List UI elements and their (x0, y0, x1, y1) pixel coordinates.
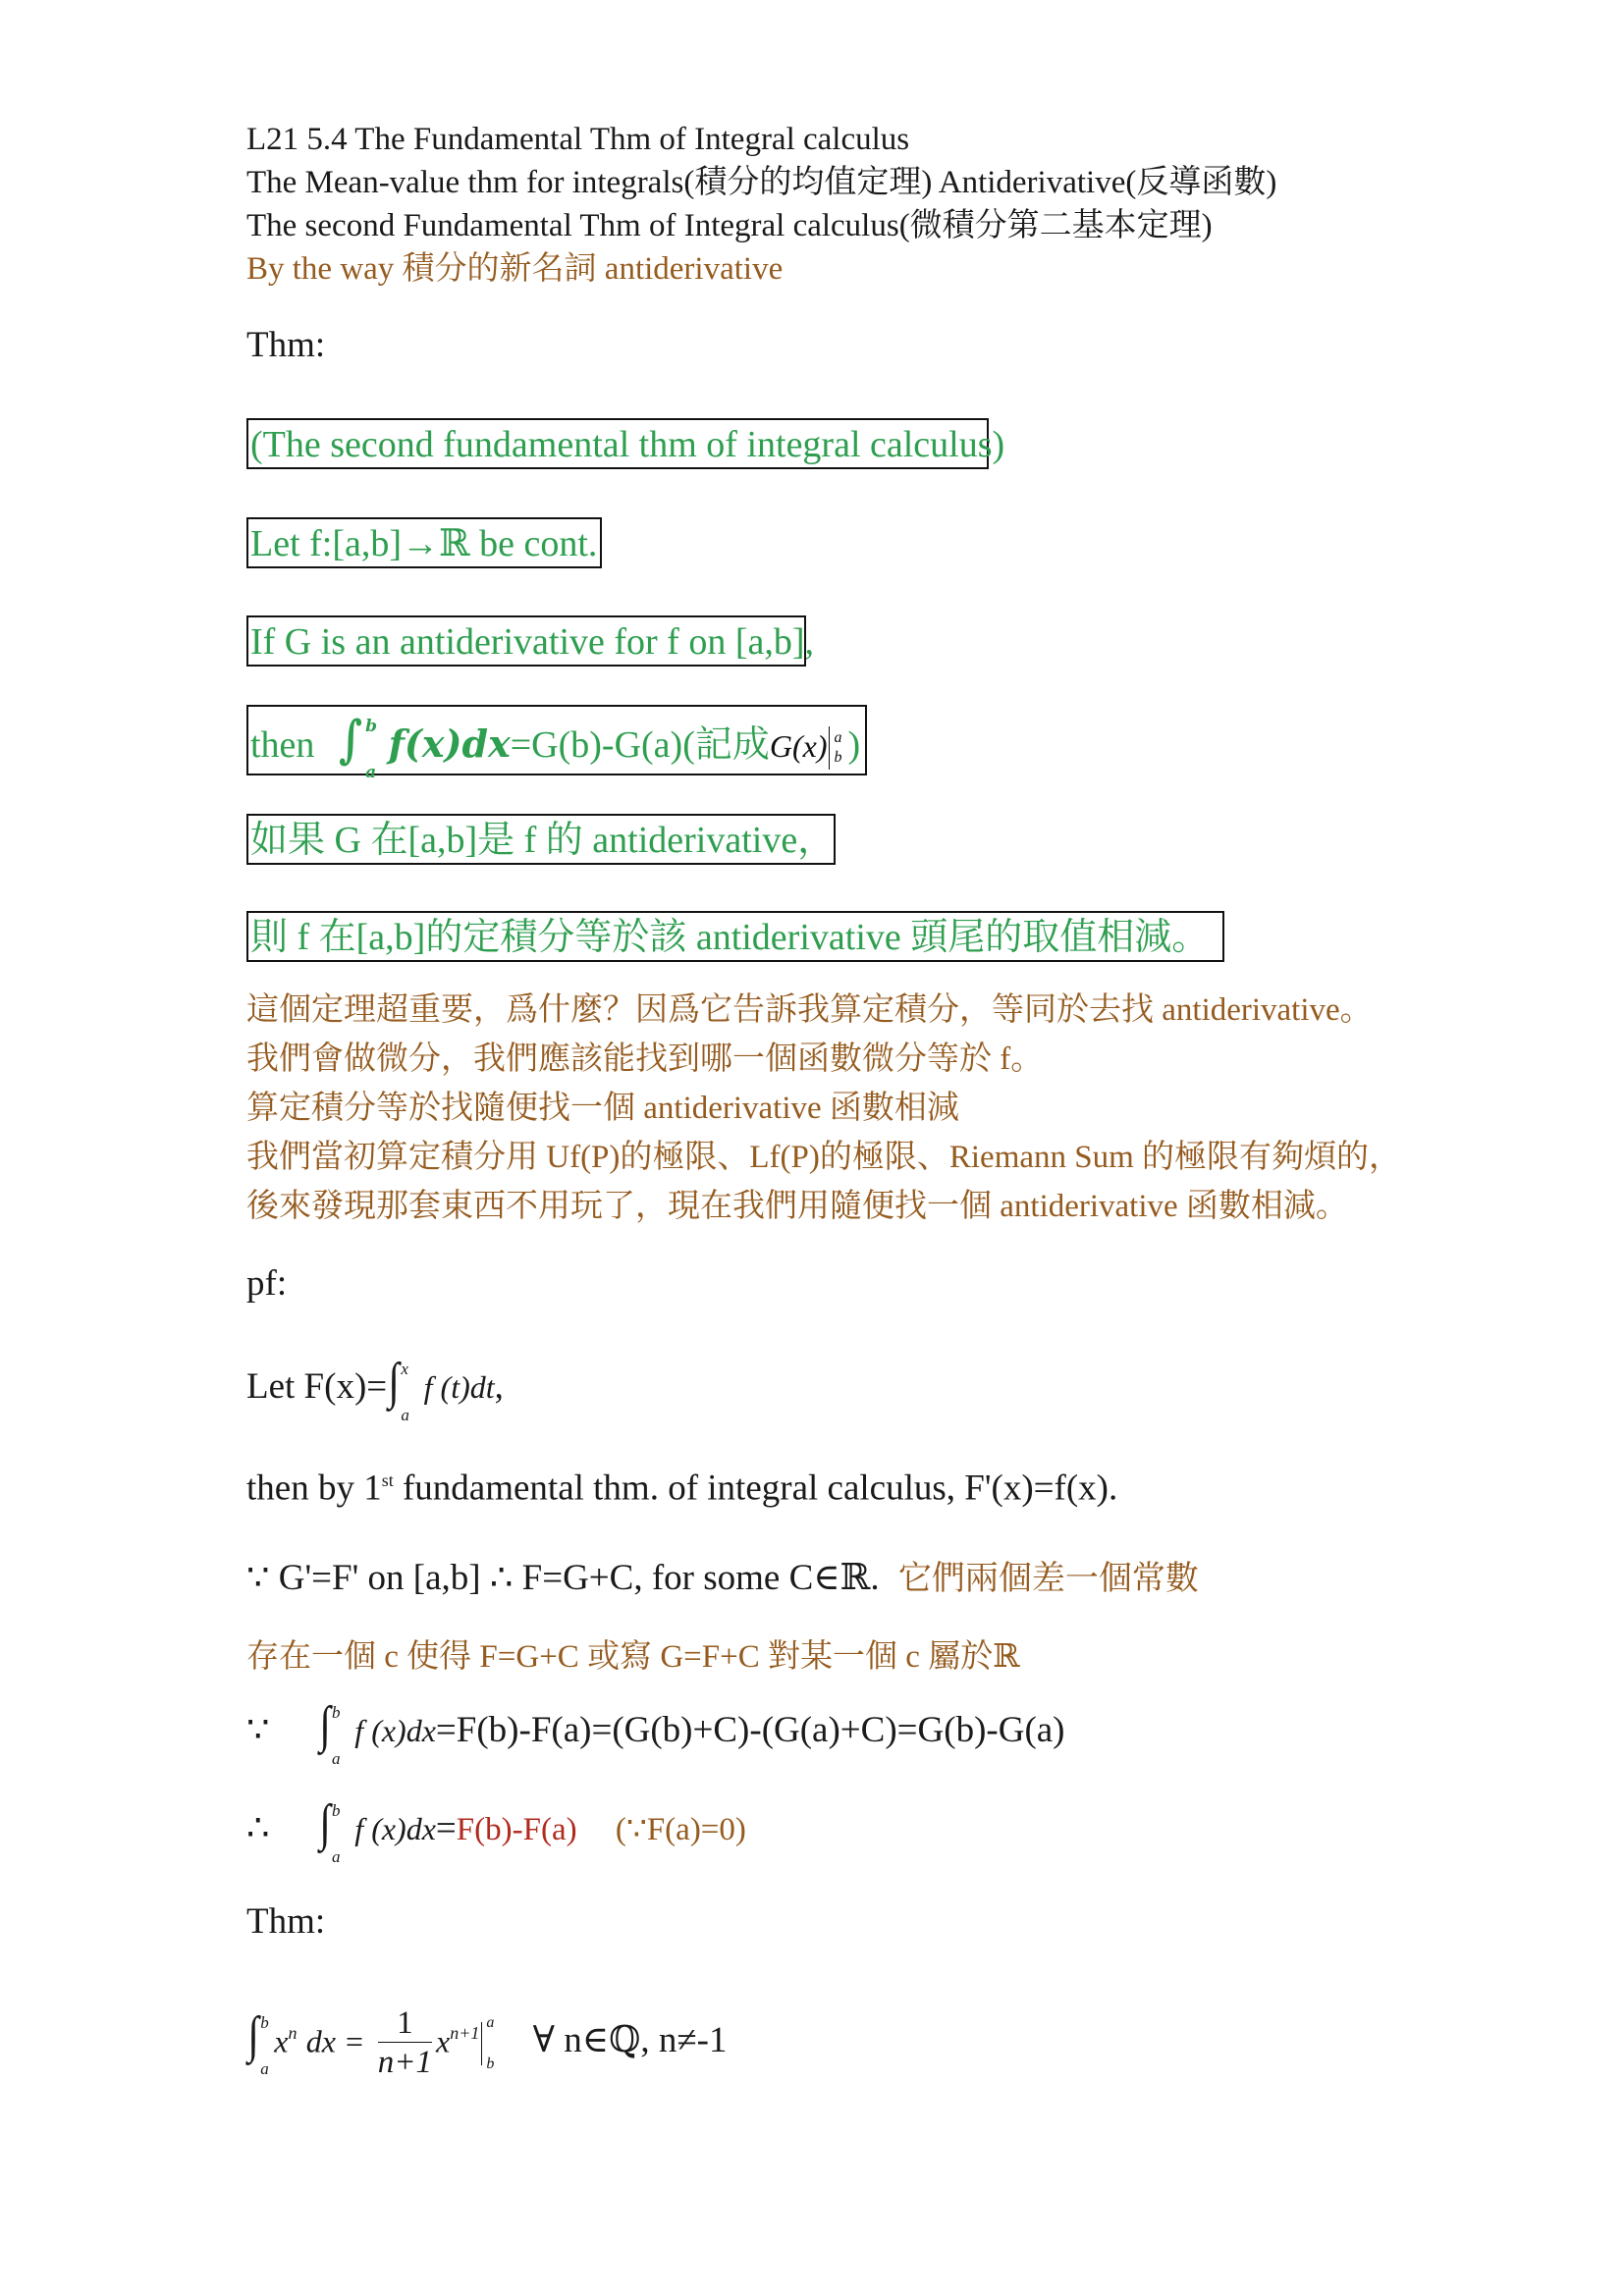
because-rhs: =F(b)-F(a)=(G(b)+C)-(G(a)+C)=G(b)-G(a) (435, 1710, 1065, 1750)
integral-sign: ∫ (388, 1354, 400, 1410)
commentary-line-4: 我們當初算定積分用 Uf(P)的極限、Lf(P)的極限、Riemann Sum 的極限有夠煩的， (246, 1140, 1402, 1175)
commentary-line-3: 算定積分等於找隨便找一個 antiderivative 函數相減 (246, 1091, 959, 1126)
eval-upper: b (486, 2055, 495, 2072)
therefore-integrand: f (x)dx (354, 1811, 436, 1846)
therefore-symbol: ∴ (246, 1808, 270, 1848)
integrand: f(x)dx (388, 721, 511, 766)
proof-because-line (246, 1697, 1065, 1768)
commentary-line-2: 我們會做微分，我們應該能找到哪一個函數微分等於 f。 (246, 1041, 1044, 1077)
because-symbol: ∵ (246, 1710, 270, 1750)
fraction-numerator: 1 (378, 2004, 432, 2043)
subtitle-second-fundamental: The second Fundamental Thm of Integral calculus(微積分第二基本定理) (246, 208, 1213, 243)
theorem-box-chinese-1: 如果 G 在[a,b]是 f 的 antiderivative， (246, 814, 836, 865)
integral-sign: ∫ (338, 710, 363, 770)
integral-sign: ∫ (319, 1795, 331, 1851)
integral-limits (332, 1702, 346, 1768)
integral-sign: ∫ (247, 2007, 259, 2064)
because-integrand: f (x)dx (354, 1713, 436, 1748)
proof-since-line (246, 1555, 1199, 1603)
dx-equals: dx = (305, 2023, 365, 2059)
theorem-heading: Thm: (246, 325, 326, 365)
therefore-note: (∵F(a)=0) (615, 1812, 746, 1847)
upper-limit: b (260, 2012, 269, 2032)
lower-limit: a (260, 2058, 269, 2078)
integral-limits (401, 1359, 414, 1424)
result-base: x (436, 2023, 451, 2059)
then-text: then (250, 724, 315, 766)
therefore-result: F(b)-F(a) (456, 1812, 577, 1847)
lower-limit: a (401, 1405, 409, 1424)
let-prefix: Let F(x)= (246, 1366, 388, 1407)
let-integrand: f (t)dt (423, 1369, 495, 1405)
upper-limit: b (332, 1702, 341, 1722)
proof-let-line (246, 1354, 504, 1424)
theorem-box-antiderivative: If G is an antiderivative for f on [a,b], (246, 615, 806, 667)
conclusion-rhs: =G(b)-G(a)(記成 (510, 724, 770, 766)
eval-upper: b (834, 749, 842, 767)
power-base: x (274, 2023, 289, 2059)
eval-lower: a (486, 2013, 495, 2031)
theorem-box-chinese-2: 則 f 在[a,b]的定積分等於該 antiderivative 頭尾的取值相減。 (246, 911, 1224, 962)
since-note: 它們兩個差一個常數 (897, 1561, 1199, 1597)
theorem2-condition: ∀ n∈ℚ, n≠-1 (532, 2020, 728, 2061)
theorem-box-title: (The second fundamental thm of integral calculus) (246, 418, 989, 469)
lower-limit: a (332, 1846, 341, 1866)
proof-then-line (246, 1457, 1117, 1512)
integral-limits (260, 2012, 274, 2078)
integral-limits (332, 1800, 346, 1866)
eval-expression: G(x) (769, 728, 828, 764)
commentary-line-1: 這個定理超重要，爲什麼？因爲它告訴我算定積分，等同於去找 antiderivative。 (246, 992, 1373, 1028)
lecture-title: L21 5.4 The Fundamental Thm of Integral calculus (246, 122, 910, 157)
lower-limit: a (332, 1748, 341, 1768)
theorem-box-conclusion (246, 705, 867, 783)
let-suffix: , (494, 1366, 504, 1407)
upper-limit: b (365, 717, 377, 737)
integral-sign: ∫ (319, 1697, 331, 1753)
exists-note: 存在一個 c 使得 F=G+C 或寫 G=F+C 對某一個 c 屬於ℝ (246, 1639, 1020, 1675)
theorem2-heading: Thm: (246, 1901, 326, 1942)
power-exponent: n (288, 2023, 298, 2043)
evaluation-bar (829, 726, 847, 770)
then-superscript: st (381, 1470, 394, 1490)
integral-limits (365, 717, 379, 783)
close-paren: ) (847, 724, 861, 766)
upper-limit: x (401, 1359, 408, 1378)
subtitle-mean-value: The Mean-value thm for integrals(積分的均值定理) Antiderivative(反導函數) (246, 165, 1277, 200)
since-statement: ∵ G'=F' on [a,b] ∴ F=G+C, for some C∈ℝ. (246, 1558, 880, 1598)
eval-lower: a (834, 729, 842, 747)
upper-limit: b (332, 1800, 341, 1820)
evaluation-bar (481, 2013, 500, 2072)
lower-limit: a (365, 763, 377, 783)
therefore-equals: = (435, 1808, 457, 1848)
theorem-box-hypothesis: Let f:[a,b]→ℝ be cont. (246, 517, 602, 568)
then-prefix: then by 1 (246, 1468, 382, 1509)
fraction-denominator: n+1 (377, 2045, 433, 2081)
result-exponent: n+1 (450, 2023, 480, 2043)
theorem2-formula (246, 1989, 728, 2081)
commentary-line-5: 後來發現那套東西不用玩了，現在我們用隨便找一個 antiderivative 函數相減。 (246, 1189, 1348, 1224)
then-rest: fundamental thm. of integral calculus, F'(x)=f(x). (393, 1468, 1118, 1509)
proof-therefore-line (246, 1795, 746, 1866)
proof-heading: pf: (246, 1263, 288, 1304)
fraction (378, 2004, 432, 2082)
by-the-way-note: By the way 積分的新名詞 antiderivative (246, 251, 784, 287)
